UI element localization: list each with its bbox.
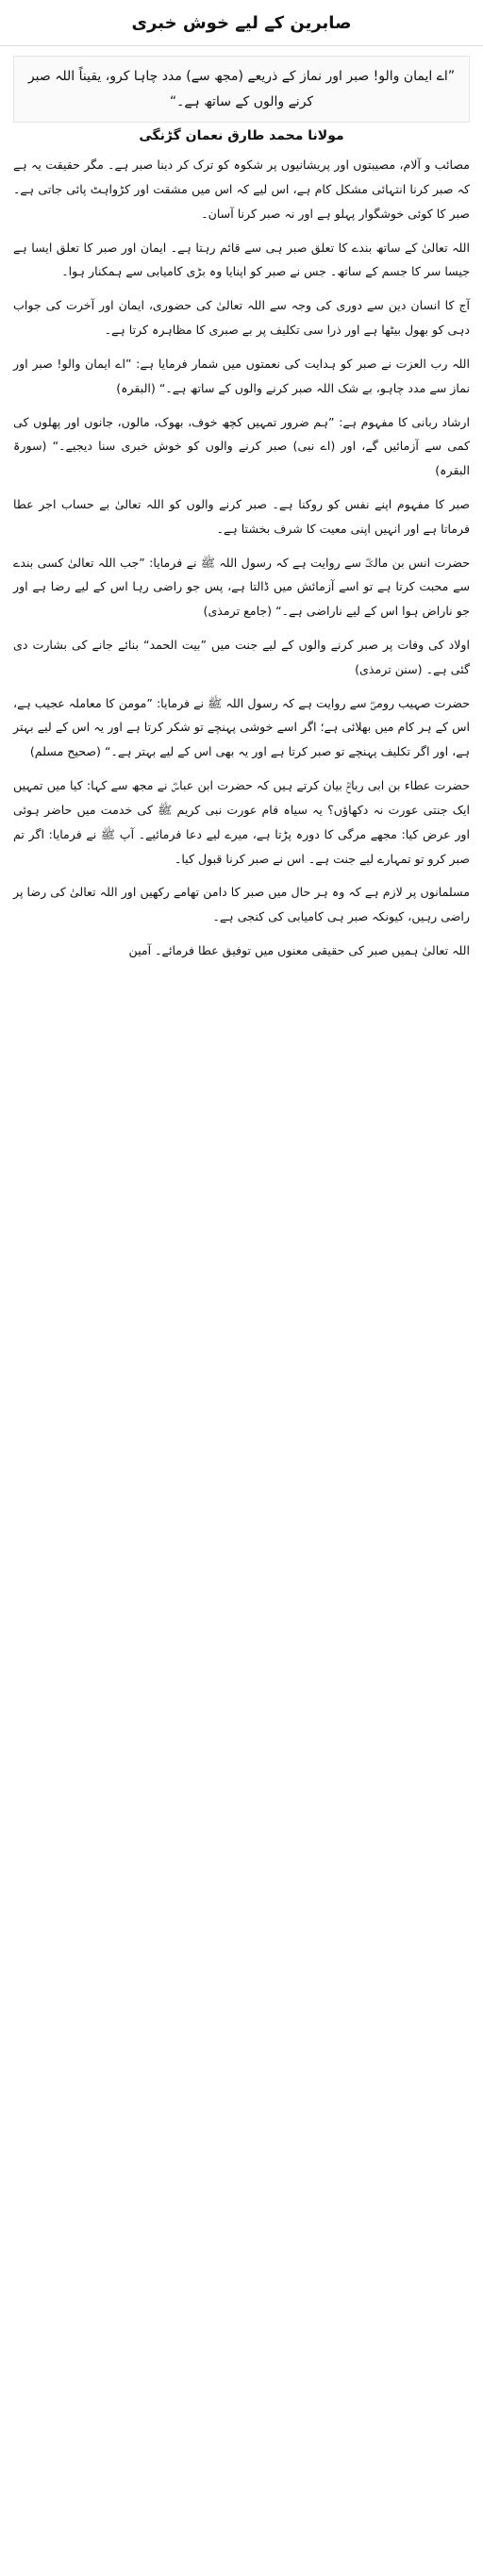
paragraph: صبر کا مفہوم اپنے نفس کو روکنا ہے۔ صبر کرنے والوں کو اللہ تعالیٰ بے حساب اجر عطا فرماتا ہے اور انہیں اپنی معیت کا شرف بخشتا ہے۔: [13, 496, 470, 536]
paragraph: مسلمانوں پر لازم ہے کہ وہ ہر حال میں صبر کا دامن تھامے رکھیں اور اللہ تعالیٰ کی رضا پر راضی رہیں، کیونکہ صبر ہی کامیابی کی کنجی ہے۔: [13, 885, 470, 924]
article-title: صابرین کے لیے خوش خبری: [131, 12, 352, 33]
title-bar: [0, 0, 483, 46]
paragraph: حضرت صہیب رومیؓ سے روایت ہے کہ رسول اللہ ﷺ نے فرمایا: ”مومن کا معاملہ عجیب ہے، اس کے ہر کام میں بھلائی ہے؛ اگر اسے خوشی پہنچے تو شکر کرتا ہے اور یہ اس کے لیے بہتر ہے، اور اگر تکلیف پہنچے تو صبر کرتا ہے اور یہ بھی اس کے لیے بہتر ہے۔“ (صحیح مسلم): [13, 695, 470, 759]
paragraph: مصائب و آلام، مصیبتوں اور پریشانیوں پر شکوہ کو ترک کر دینا صبر ہے۔ مگر حقیقت یہ ہے کہ صبر کرنا انتہائی مشکل کام ہے، اس لیے کہ اس میں مشقت اور کڑواہٹ پائی جاتی ہے۔ صبر کا کوئی خوشگوار پہلو ہے اور نہ صبر کرنا آسان۔: [13, 158, 470, 221]
paragraph: آج کا انسان دین سے دوری کی وجہ سے اللہ تعالیٰ کی حضوری، ایمان اور آخرت کی جواب دہی کو بھول بیٹھا ہے اور ذرا سی تکلیف پر بے صبری کا مظاہرہ کرتا ہے۔: [13, 298, 470, 338]
paragraph: اللہ تعالیٰ کے ساتھ بندے کا تعلق صبر ہی سے قائم رہتا ہے۔ ایمان اور صبر کا تعلق ایسا ہے جیسا سر کا جسم کے ساتھ۔ جس نے صبر کو اپنایا وہ بڑی کامیابی سے ہمکنار ہوا۔: [13, 240, 470, 279]
paragraph: حضرت عطاء بن ابی رباحؒ بیان کرتے ہیں کہ حضرت ابن عباسؓ نے مجھ سے کہا: کیا میں تمہیں ایک جنتی عورت نہ دکھاؤں؟ یہ سیاہ فام عورت نبی کریم ﷺ کی خدمت میں حاضر ہوئی اور عرض کیا: مجھے مرگی کا دورہ پڑتا ہے، میرے لیے دعا فرمائیے۔ آپ ﷺ نے فرمایا: اگر تم صبر کرو تو تمہارے لیے جنت ہے۔ اس نے صبر کرنا قبول کیا۔: [13, 778, 470, 866]
article-quote: ”اے ایمان والو! صبر اور نماز کے ذریعے (مجھ سے) مدد چاہا کرو، یقیناً اللہ صبر کرنے والوں کے ساتھ ہے۔“: [13, 56, 470, 123]
paragraph: اللہ تعالیٰ ہمیں صبر کی حقیقی معنوں میں توفیق عطا فرمائے۔ آمین: [128, 942, 470, 957]
paragraph: اللہ رب العزت نے صبر کو ہدایت کی نعمتوں میں شمار فرمایا ہے: ”اے ایمان والو! صبر اور نماز سے مدد چاہو، بے شک اللہ صبر کرنے والوں کے ساتھ ہے۔“ (البقرہ): [13, 356, 470, 395]
article-author: مولانا محمد طارق نعمان گڑنگی: [139, 128, 344, 144]
paragraph: حضرت انس بن مالکؓ سے روایت ہے کہ رسول اللہ ﷺ نے فرمایا: ”جب اللہ تعالیٰ کسی بندے سے محبت کرتا ہے تو اسے آزمائش میں ڈالتا ہے، پس جو راضی رہا اس کے لیے رضا ہے اور جو ناراض ہوا اس کے لیے ناراضی ہے۔“ (جامع ترمذی): [13, 555, 470, 619]
article-content: [0, 153, 483, 963]
paragraph: ارشاد ربانی کا مفہوم ہے: ”ہم ضرور تمہیں کچھ خوف، بھوک، مالوں، جانوں اور پھلوں کی کمی سے آزمائیں گے، اور (اے نبی) صبر کرنے والوں کو خوش خبری سنا دیجیے۔“ (سورۃ البقرہ): [13, 414, 470, 478]
paragraph: اولاد کی وفات پر صبر کرنے والوں کے لیے جنت میں ”بیت الحمد“ بنائے جانے کی بشارت دی گئی ہے۔ (سنن ترمذی): [13, 638, 470, 676]
